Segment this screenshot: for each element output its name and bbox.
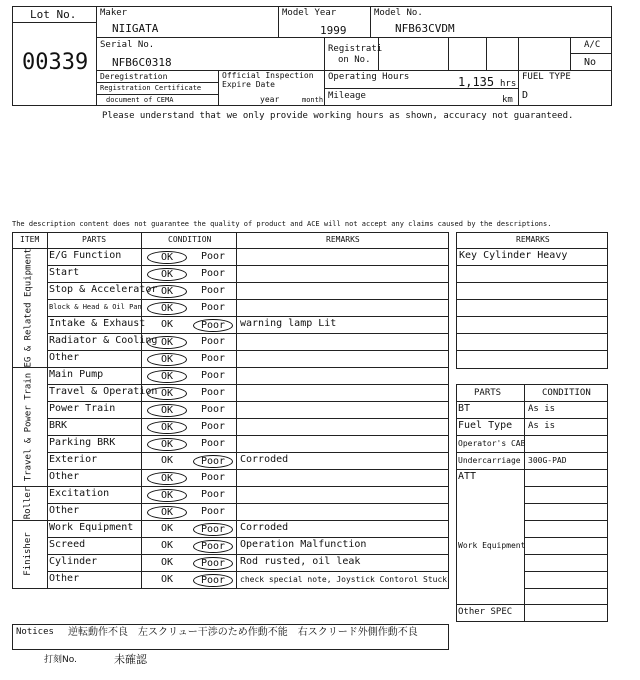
ok-selected: OK (147, 472, 187, 485)
stamp-label: 打刻No. (44, 655, 77, 665)
remark-text: Corroded (240, 454, 289, 465)
poor-option: Poor (200, 421, 226, 432)
maker-label: Maker (100, 8, 128, 18)
right-part-condition: 300G-PAD (528, 456, 567, 465)
ok-selected: OK (147, 302, 187, 315)
part-label: Other (49, 573, 80, 584)
part-label: Parking BRK (49, 437, 116, 448)
remark-text: Operation Malfunction (240, 539, 367, 550)
poor-selected: Poor (193, 523, 233, 536)
part-label: Main Pump (49, 369, 104, 380)
year-label: year (260, 95, 280, 104)
model-no-value: NFB63CVDM (395, 22, 455, 35)
ok-option: OK (160, 319, 174, 330)
remark-text: Corroded (240, 522, 289, 533)
poor-option: Poor (200, 506, 226, 517)
disclaimer-text: The description content does not guarantee the quality of product and ACE will not accept any claims caused by the descriptions. (12, 220, 552, 228)
inspection-label-2: Expire Date (222, 80, 275, 89)
part-label: Work Equipment (49, 522, 134, 533)
notices-text: 逆転動作不良 左スクリュー干渉のため作動不能 右スクリード外側作動不良 (68, 627, 418, 638)
part-label: Block & Head & Oil Pan (49, 303, 142, 311)
part-label: Travel & Operation (49, 386, 158, 397)
reg-cert-label: Registration Certificate (100, 84, 202, 92)
poor-option: Poor (200, 285, 226, 296)
ok-selected: OK (147, 353, 187, 366)
part-label: Power Train (49, 403, 116, 414)
col-item: ITEM (20, 235, 40, 244)
col-remarks: REMARKS (326, 235, 360, 244)
poor-selected: Poor (193, 557, 233, 570)
operating-hours-label: Operating Hours (328, 72, 410, 82)
remark-text: warning lamp Lit (240, 318, 337, 329)
poor-option: Poor (200, 251, 226, 262)
right-part-label: Operator's CAB (458, 439, 526, 448)
ok-option: OK (160, 523, 174, 534)
ok-selected: OK (147, 370, 187, 383)
fuel-type-value: D (522, 90, 529, 101)
right-part-label: Undercarriage (458, 456, 521, 465)
ok-selected: OK (147, 506, 187, 519)
poor-option: Poor (200, 370, 226, 381)
registration-label-1: Registrati (328, 44, 383, 54)
ok-option: OK (160, 455, 174, 466)
col-condition: CONDITION (168, 235, 212, 244)
fuel-value: As is (528, 421, 556, 431)
mileage-label: Mileage (328, 91, 366, 101)
part-label: Screed (49, 539, 86, 550)
serial-label: Serial No. (100, 40, 155, 50)
ok-option: OK (160, 574, 174, 585)
part-label: BRK (49, 420, 68, 431)
col-parts: PARTS (82, 235, 107, 244)
ok-selected: OK (147, 251, 187, 264)
remark-text: check special note, Joystick Contorol Stuck (240, 575, 448, 584)
model-year-label: Model Year (282, 8, 337, 18)
stamp-value: 未確認 (114, 653, 147, 666)
part-label: Intake & Exhaust (49, 318, 146, 329)
operating-hours-value: 1,135 (458, 75, 495, 89)
ac-value: No (584, 57, 597, 68)
right-parts-col-parts: PARTS (474, 388, 502, 398)
lot-no-label: Lot No. (30, 8, 77, 21)
ok-selected: OK (147, 489, 187, 502)
ok-selected: OK (147, 438, 187, 451)
right-part-label: BT (458, 403, 471, 414)
bt-value: As is (528, 404, 556, 414)
ok-option: OK (160, 557, 174, 568)
right-part-label: ATT (458, 471, 477, 482)
remark-text: Rod rusted, oil leak (240, 556, 361, 567)
month-label: month (302, 96, 324, 104)
poor-option: Poor (200, 302, 226, 313)
maker-value: NIIGATA (112, 22, 159, 35)
right-parts-col-condition: CONDITION (542, 388, 591, 398)
registration-label-2: on No. (338, 55, 371, 65)
poor-selected: Poor (193, 455, 233, 468)
part-label: Other (49, 352, 80, 363)
poor-option: Poor (200, 438, 226, 449)
poor-option: Poor (200, 268, 226, 279)
part-label: Cylinder (49, 556, 98, 567)
part-label: Stop & Accelerator (49, 284, 158, 295)
ok-selected: OK (147, 421, 187, 434)
group-label: EG & Related Equipment (23, 247, 33, 367)
lot-no-value: 00339 (22, 50, 89, 75)
ok-selected: OK (147, 404, 187, 417)
poor-option: Poor (200, 472, 226, 483)
ok-selected: OK (147, 336, 187, 349)
ok-selected: OK (147, 268, 187, 281)
poor-option: Poor (200, 336, 226, 347)
right-remark-text: Key Cylinder Heavy (459, 250, 568, 261)
ac-label: A/C (584, 40, 601, 50)
work-equipment-label: Work Equipment (458, 541, 526, 550)
ok-option: OK (160, 540, 174, 551)
part-label: Start (49, 267, 80, 278)
part-label: Excitation (49, 488, 110, 499)
poor-option: Poor (200, 353, 226, 364)
model-year-value: 1999 (320, 24, 347, 37)
group-label: Travel & Power Train (23, 372, 33, 481)
notices-label: Notices (16, 627, 54, 637)
hours-notice: Please understand that we only provide working hours as shown, accuracy not guaranteed. (102, 111, 574, 121)
poor-selected: Poor (193, 319, 233, 332)
poor-option: Poor (200, 489, 226, 500)
poor-option: Poor (200, 404, 226, 415)
ok-selected: OK (147, 285, 187, 298)
right-remarks-title: REMARKS (516, 235, 550, 244)
part-label: Other (49, 505, 80, 516)
part-label: Other (49, 471, 80, 482)
km-unit: km (502, 95, 513, 105)
group-label: Roller (23, 486, 33, 520)
poor-selected: Poor (193, 540, 233, 553)
inspection-label-1: Official Inspection (222, 71, 314, 80)
model-no-label: Model No. (374, 8, 423, 18)
part-label: E/G Function (49, 250, 122, 261)
fuel-type-label: FUEL TYPE (522, 72, 571, 82)
group-label: Finisher (23, 532, 33, 576)
right-part-label: Fuel Type (458, 420, 513, 431)
other-spec-label: Other SPEC (458, 607, 513, 617)
serial-value: NFB6C0318 (112, 56, 172, 69)
part-label: Radiator & Cooling (49, 335, 158, 346)
poor-option: Poor (200, 387, 226, 398)
poor-selected: Poor (193, 574, 233, 587)
ok-selected: OK (147, 387, 187, 400)
hrs-unit: hrs (500, 79, 517, 89)
cema-label: document of CEMA (106, 96, 174, 104)
deregistration-label: Deregistration (100, 72, 168, 81)
part-label: Exterior (49, 454, 98, 465)
